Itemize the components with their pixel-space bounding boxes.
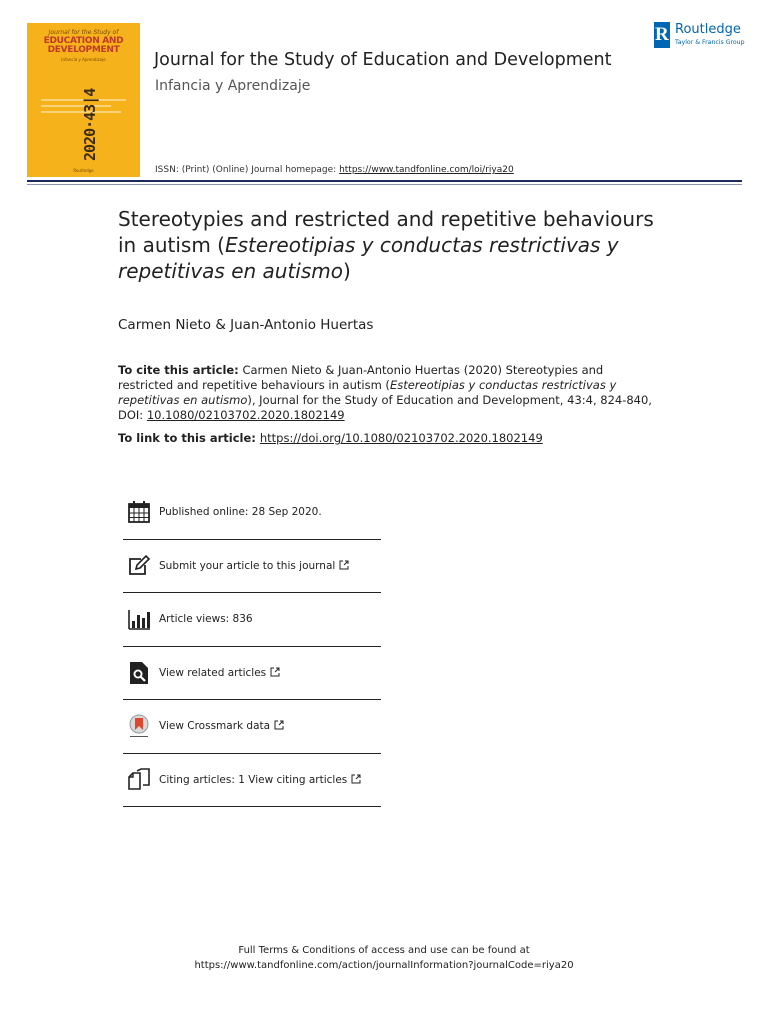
calendar-icon	[127, 500, 151, 524]
cover-top-line: Journal for the Study of	[48, 29, 119, 36]
crossmark-icon	[127, 714, 151, 738]
article-views-text: Article views: 836	[159, 613, 253, 626]
cover-title: EDUCATION AND DEVELOPMENT	[43, 36, 124, 55]
citing-articles-link[interactable]: Citing articles: 1 View citing articles	[159, 773, 348, 786]
cover-subtitle: Infancia y Aprendizaje	[61, 57, 106, 62]
citing-documents-icon	[127, 768, 151, 792]
published-online-text: Published online: 28 Sep 2020.	[159, 506, 322, 519]
cover-publisher: Routledge	[73, 168, 94, 173]
article-info-list	[123, 486, 381, 807]
footer-terms-link[interactable]: https://www.tandfonline.com/action/journalInformation?journalCode=riya20	[194, 960, 574, 971]
cover-volume: 2020·43|4	[81, 88, 99, 161]
published-online-row	[123, 486, 381, 540]
article-authors: Carmen Nieto & Juan-Antonio Huertas	[118, 317, 374, 333]
issn-line: ISSN: (Print) (Online) Journal homepage: https://www.tandfonline.com/loi/riya20	[155, 165, 514, 175]
article-title: Stereotypies and restricted and repetitive behaviours in autism (Estereotipias y conductas restrictivas y repetitivas en autismo)	[118, 207, 654, 283]
crossmark-link[interactable]: View Crossmark data	[159, 720, 271, 733]
document-search-icon	[127, 661, 151, 685]
article-doi-link[interactable]: https://doi.org/10.1080/02103702.2020.1802149	[259, 431, 543, 445]
citing-articles-row[interactable]	[123, 754, 381, 808]
journal-title: Journal for the Study of Education and Development	[154, 50, 612, 70]
related-articles-row[interactable]	[123, 647, 381, 701]
citation-label: To cite this article:	[118, 363, 239, 377]
article-link-line	[118, 431, 543, 445]
crossmark-row[interactable]	[123, 700, 381, 754]
external-link-icon	[351, 774, 361, 784]
submit-article-link[interactable]: Submit your article to this journal	[159, 559, 336, 572]
citation-block: To cite this article: Carmen Nieto & Juan-Antonio Huertas (2020) Stereotypies and restricted and repetitive behaviours in autism (Estereotipias y conductas restrictivas y repetitivas en autismo), Journal for the Study of Education and Development, 43:4, 824-840, DOI: 10.1080/02103702.2020.1802149	[118, 363, 652, 422]
publisher-logo	[654, 22, 749, 52]
publisher-tagline: Taylor & Francis Group	[675, 39, 745, 46]
bar-chart-icon	[127, 607, 151, 631]
edit-icon	[127, 554, 151, 578]
publisher-name: Routledge	[675, 22, 741, 37]
footer-terms	[0, 943, 768, 973]
header-divider	[27, 180, 742, 182]
journal-cover	[27, 23, 140, 177]
footer-terms-text: Full Terms & Conditions of access and use can be found at	[238, 945, 530, 956]
article-views-row	[123, 593, 381, 647]
related-articles-link[interactable]: View related articles	[159, 666, 267, 679]
journal-subtitle: Infancia y Aprendizaje	[155, 78, 311, 94]
cover-decor-line	[41, 105, 111, 107]
external-link-icon	[270, 667, 280, 677]
citation-doi-link[interactable]: 10.1080/02103702.2020.1802149	[146, 408, 345, 422]
journal-homepage-link[interactable]: https://www.tandfonline.com/loi/riya20	[339, 165, 514, 175]
routledge-logo-icon: R	[654, 22, 670, 48]
link-label: To link to this article:	[118, 431, 256, 445]
external-link-icon	[339, 560, 349, 570]
submit-article-row[interactable]	[123, 540, 381, 594]
header-divider-thin	[27, 184, 742, 185]
external-link-icon	[274, 720, 284, 730]
